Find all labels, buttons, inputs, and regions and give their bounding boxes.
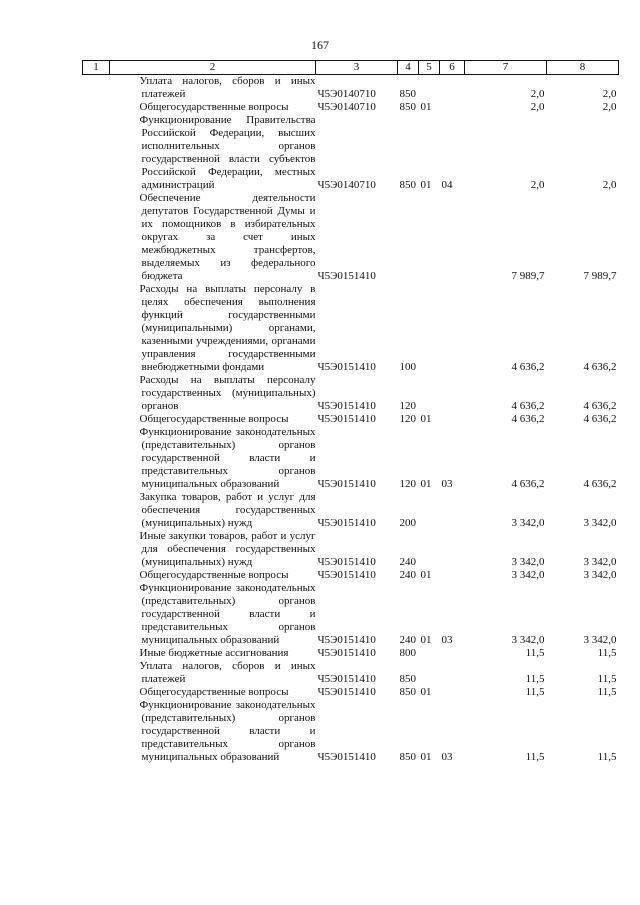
row-expense-type: 240 xyxy=(399,634,416,646)
row-subsection xyxy=(440,530,465,569)
row-section: 01 xyxy=(420,179,432,191)
row-number-cell xyxy=(83,192,110,283)
row-amount-1: 11,5 xyxy=(525,673,545,685)
row-amount-2: 3 342,0 xyxy=(583,569,617,581)
row-amount-2: 3 342,0 xyxy=(583,556,617,568)
row-name: Общегосударственные вопросы xyxy=(139,413,289,425)
row-code: Ч5Э0151410 xyxy=(317,569,376,581)
row-name: Закупка товаров, работ и услуг для обеспечения государственных (муниципальных) нужд xyxy=(139,491,316,529)
row-name: Уплата налогов, сборов и иных платежей xyxy=(139,75,316,100)
table-row xyxy=(83,569,619,582)
row-number-cell xyxy=(83,491,110,530)
table-row xyxy=(83,660,619,686)
table-row xyxy=(83,426,619,491)
row-expense-type: 240 xyxy=(399,556,416,568)
row-section xyxy=(419,192,440,283)
row-subsection xyxy=(440,75,465,102)
row-code: Ч5Э0140710 xyxy=(317,88,376,100)
row-name: Обеспечение деятельности депутатов Государственной Думы и их помощников в избирательных округах за счет иных межбюджетных трансфертов, выделяемых из федерального бюджета xyxy=(139,192,316,282)
row-expense-type: 100 xyxy=(399,361,416,373)
table-row xyxy=(83,114,619,192)
row-amount-1: 3 342,0 xyxy=(511,634,545,646)
row-expense-type: 850 xyxy=(399,101,416,113)
row-name: Функционирование законодательных (представительных) органов государственной власти и представительных органов муниципальных образований xyxy=(139,582,316,646)
table-body xyxy=(83,75,619,765)
row-subsection xyxy=(440,660,465,686)
row-section: 01 xyxy=(420,413,432,425)
row-amount-2: 4 636,2 xyxy=(583,413,617,425)
row-expense-type: 850 xyxy=(399,179,416,191)
row-subsection xyxy=(440,491,465,530)
row-expense-type: 120 xyxy=(399,478,416,490)
row-name: Общегосударственные вопросы xyxy=(139,101,289,113)
table-row xyxy=(83,647,619,660)
row-code: Ч5Э0151410 xyxy=(317,634,376,646)
row-subsection xyxy=(440,192,465,283)
row-subsection xyxy=(440,413,465,426)
row-number-cell xyxy=(83,283,110,374)
row-amount-1: 4 636,2 xyxy=(511,361,545,373)
row-expense-type: 200 xyxy=(399,517,416,529)
row-amount-1: 11,5 xyxy=(525,647,545,659)
row-expense-type: 850 xyxy=(399,751,416,763)
row-number-cell xyxy=(83,569,110,582)
row-amount-2: 4 636,2 xyxy=(583,361,617,373)
row-expense-type: 800 xyxy=(399,647,416,659)
row-name: Общегосударственные вопросы xyxy=(139,686,289,698)
row-section xyxy=(419,75,440,102)
row-name: Уплата налогов, сборов и иных платежей xyxy=(139,660,316,685)
row-name: Функционирование Правительства Российской Федерации, высших исполнительных органов государственной власти субъектов Российской Федерации, местных администраций xyxy=(139,114,316,191)
row-section xyxy=(419,530,440,569)
row-amount-2: 11,5 xyxy=(597,686,617,698)
table-row xyxy=(83,686,619,699)
row-number-cell xyxy=(83,114,110,192)
row-code: Ч5Э0151410 xyxy=(317,400,376,412)
row-number-cell xyxy=(83,413,110,426)
row-amount-1: 2,0 xyxy=(530,101,545,113)
column-header-3: 3 xyxy=(316,61,398,75)
row-amount-1: 3 342,0 xyxy=(511,569,545,581)
table-row xyxy=(83,413,619,426)
column-header-1: 1 xyxy=(83,61,110,75)
row-code: Ч5Э0151410 xyxy=(317,686,376,698)
table-row xyxy=(83,374,619,413)
row-number-cell xyxy=(83,647,110,660)
row-subsection xyxy=(440,101,465,114)
column-header-8: 8 xyxy=(547,61,619,75)
table-row xyxy=(83,582,619,647)
row-number-cell xyxy=(83,582,110,647)
row-section: 01 xyxy=(420,751,432,763)
row-amount-1: 3 342,0 xyxy=(511,517,545,529)
row-amount-1: 11,5 xyxy=(525,686,545,698)
row-amount-2: 4 636,2 xyxy=(583,400,617,412)
column-header-7: 7 xyxy=(465,61,547,75)
row-subsection: 03 xyxy=(441,634,453,646)
row-name: Общегосударственные вопросы xyxy=(139,569,289,581)
row-section xyxy=(419,491,440,530)
row-expense-type: 120 xyxy=(399,400,416,412)
row-amount-2: 11,5 xyxy=(597,647,617,659)
row-expense-type: 850 xyxy=(399,88,416,100)
row-expense-type: 850 xyxy=(399,686,416,698)
row-amount-2: 7 989,7 xyxy=(583,270,617,282)
row-amount-2: 11,5 xyxy=(597,751,617,763)
row-number-cell xyxy=(83,699,110,764)
row-number-cell xyxy=(83,660,110,686)
row-expense-type: 240 xyxy=(399,569,416,581)
row-section xyxy=(419,283,440,374)
table-row xyxy=(83,192,619,283)
row-code: Ч5Э0151410 xyxy=(317,647,376,659)
table-row xyxy=(83,75,619,102)
row-code: Ч5Э0151410 xyxy=(317,361,376,373)
row-expense-type: 120 xyxy=(399,413,416,425)
row-amount-2: 11,5 xyxy=(597,673,617,685)
row-subsection xyxy=(440,569,465,582)
table-row xyxy=(83,530,619,569)
row-number-cell xyxy=(83,530,110,569)
row-expense-type xyxy=(398,192,419,283)
row-amount-1: 4 636,2 xyxy=(511,400,545,412)
table-header-row xyxy=(83,61,619,75)
row-section: 01 xyxy=(420,101,432,113)
row-expense-type: 850 xyxy=(399,673,416,685)
column-header-2: 2 xyxy=(110,61,316,75)
row-code: Ч5Э0151410 xyxy=(317,413,376,425)
row-subsection: 04 xyxy=(441,179,453,191)
row-name: Расходы на выплаты персоналу в целях обеспечения выполнения функций государственными (муниципальными) органами, казенными учреждениями, органами управления государственными внебюджетными фондами xyxy=(139,283,316,373)
row-number-cell xyxy=(83,75,110,102)
row-number-cell xyxy=(83,426,110,491)
row-amount-1: 7 989,7 xyxy=(511,270,545,282)
row-amount-2: 2,0 xyxy=(602,88,617,100)
row-name: Функционирование законодательных (представительных) органов государственной власти и представительных органов муниципальных образований xyxy=(139,699,316,763)
row-section xyxy=(419,660,440,686)
table-row xyxy=(83,699,619,764)
row-name: Расходы на выплаты персоналу государственных (муниципальных) органов xyxy=(139,374,316,412)
row-amount-2: 3 342,0 xyxy=(583,634,617,646)
row-name: Функционирование законодательных (представительных) органов государственной власти и представительных органов муниципальных образований xyxy=(139,426,316,490)
row-subsection: 03 xyxy=(441,751,453,763)
row-subsection: 03 xyxy=(441,478,453,490)
row-section xyxy=(419,374,440,413)
row-amount-1: 11,5 xyxy=(525,751,545,763)
row-amount-2: 3 342,0 xyxy=(583,517,617,529)
row-section: 01 xyxy=(420,478,432,490)
row-section xyxy=(419,647,440,660)
row-section: 01 xyxy=(420,634,432,646)
row-amount-1: 3 342,0 xyxy=(511,556,545,568)
row-code: Ч5Э0151410 xyxy=(317,751,376,763)
row-code: Ч5Э0140710 xyxy=(317,179,376,191)
row-number-cell xyxy=(83,374,110,413)
row-amount-1: 2,0 xyxy=(530,179,545,191)
row-code: Ч5Э0151410 xyxy=(317,673,376,685)
row-subsection xyxy=(440,647,465,660)
row-subsection xyxy=(440,686,465,699)
row-number-cell xyxy=(83,686,110,699)
budget-table xyxy=(82,60,619,764)
row-name: Иные бюджетные ассигнования xyxy=(139,647,289,659)
page-number: 167 xyxy=(311,38,329,52)
column-header-6: 6 xyxy=(440,61,465,75)
row-amount-2: 2,0 xyxy=(602,101,617,113)
row-section: 01 xyxy=(420,686,432,698)
row-section: 01 xyxy=(420,569,432,581)
table-row xyxy=(83,101,619,114)
row-code: Ч5Э0151410 xyxy=(317,517,376,529)
row-amount-1: 4 636,2 xyxy=(511,478,545,490)
row-amount-1: 4 636,2 xyxy=(511,413,545,425)
row-name: Иные закупки товаров, работ и услуг для обеспечения государственных (муниципальных) нужд xyxy=(139,530,316,568)
table-row xyxy=(83,491,619,530)
row-code: Ч5Э0151410 xyxy=(317,478,376,490)
row-subsection xyxy=(440,283,465,374)
row-subsection xyxy=(440,374,465,413)
row-code: Ч5Э0140710 xyxy=(317,101,376,113)
row-code: Ч5Э0151410 xyxy=(317,556,376,568)
row-code: Ч5Э0151410 xyxy=(317,270,376,282)
column-header-4: 4 xyxy=(398,61,419,75)
row-amount-1: 2,0 xyxy=(530,88,545,100)
row-amount-2: 2,0 xyxy=(602,179,617,191)
row-number-cell xyxy=(83,101,110,114)
table-row xyxy=(83,283,619,374)
column-header-5: 5 xyxy=(419,61,440,75)
row-amount-2: 4 636,2 xyxy=(583,478,617,490)
